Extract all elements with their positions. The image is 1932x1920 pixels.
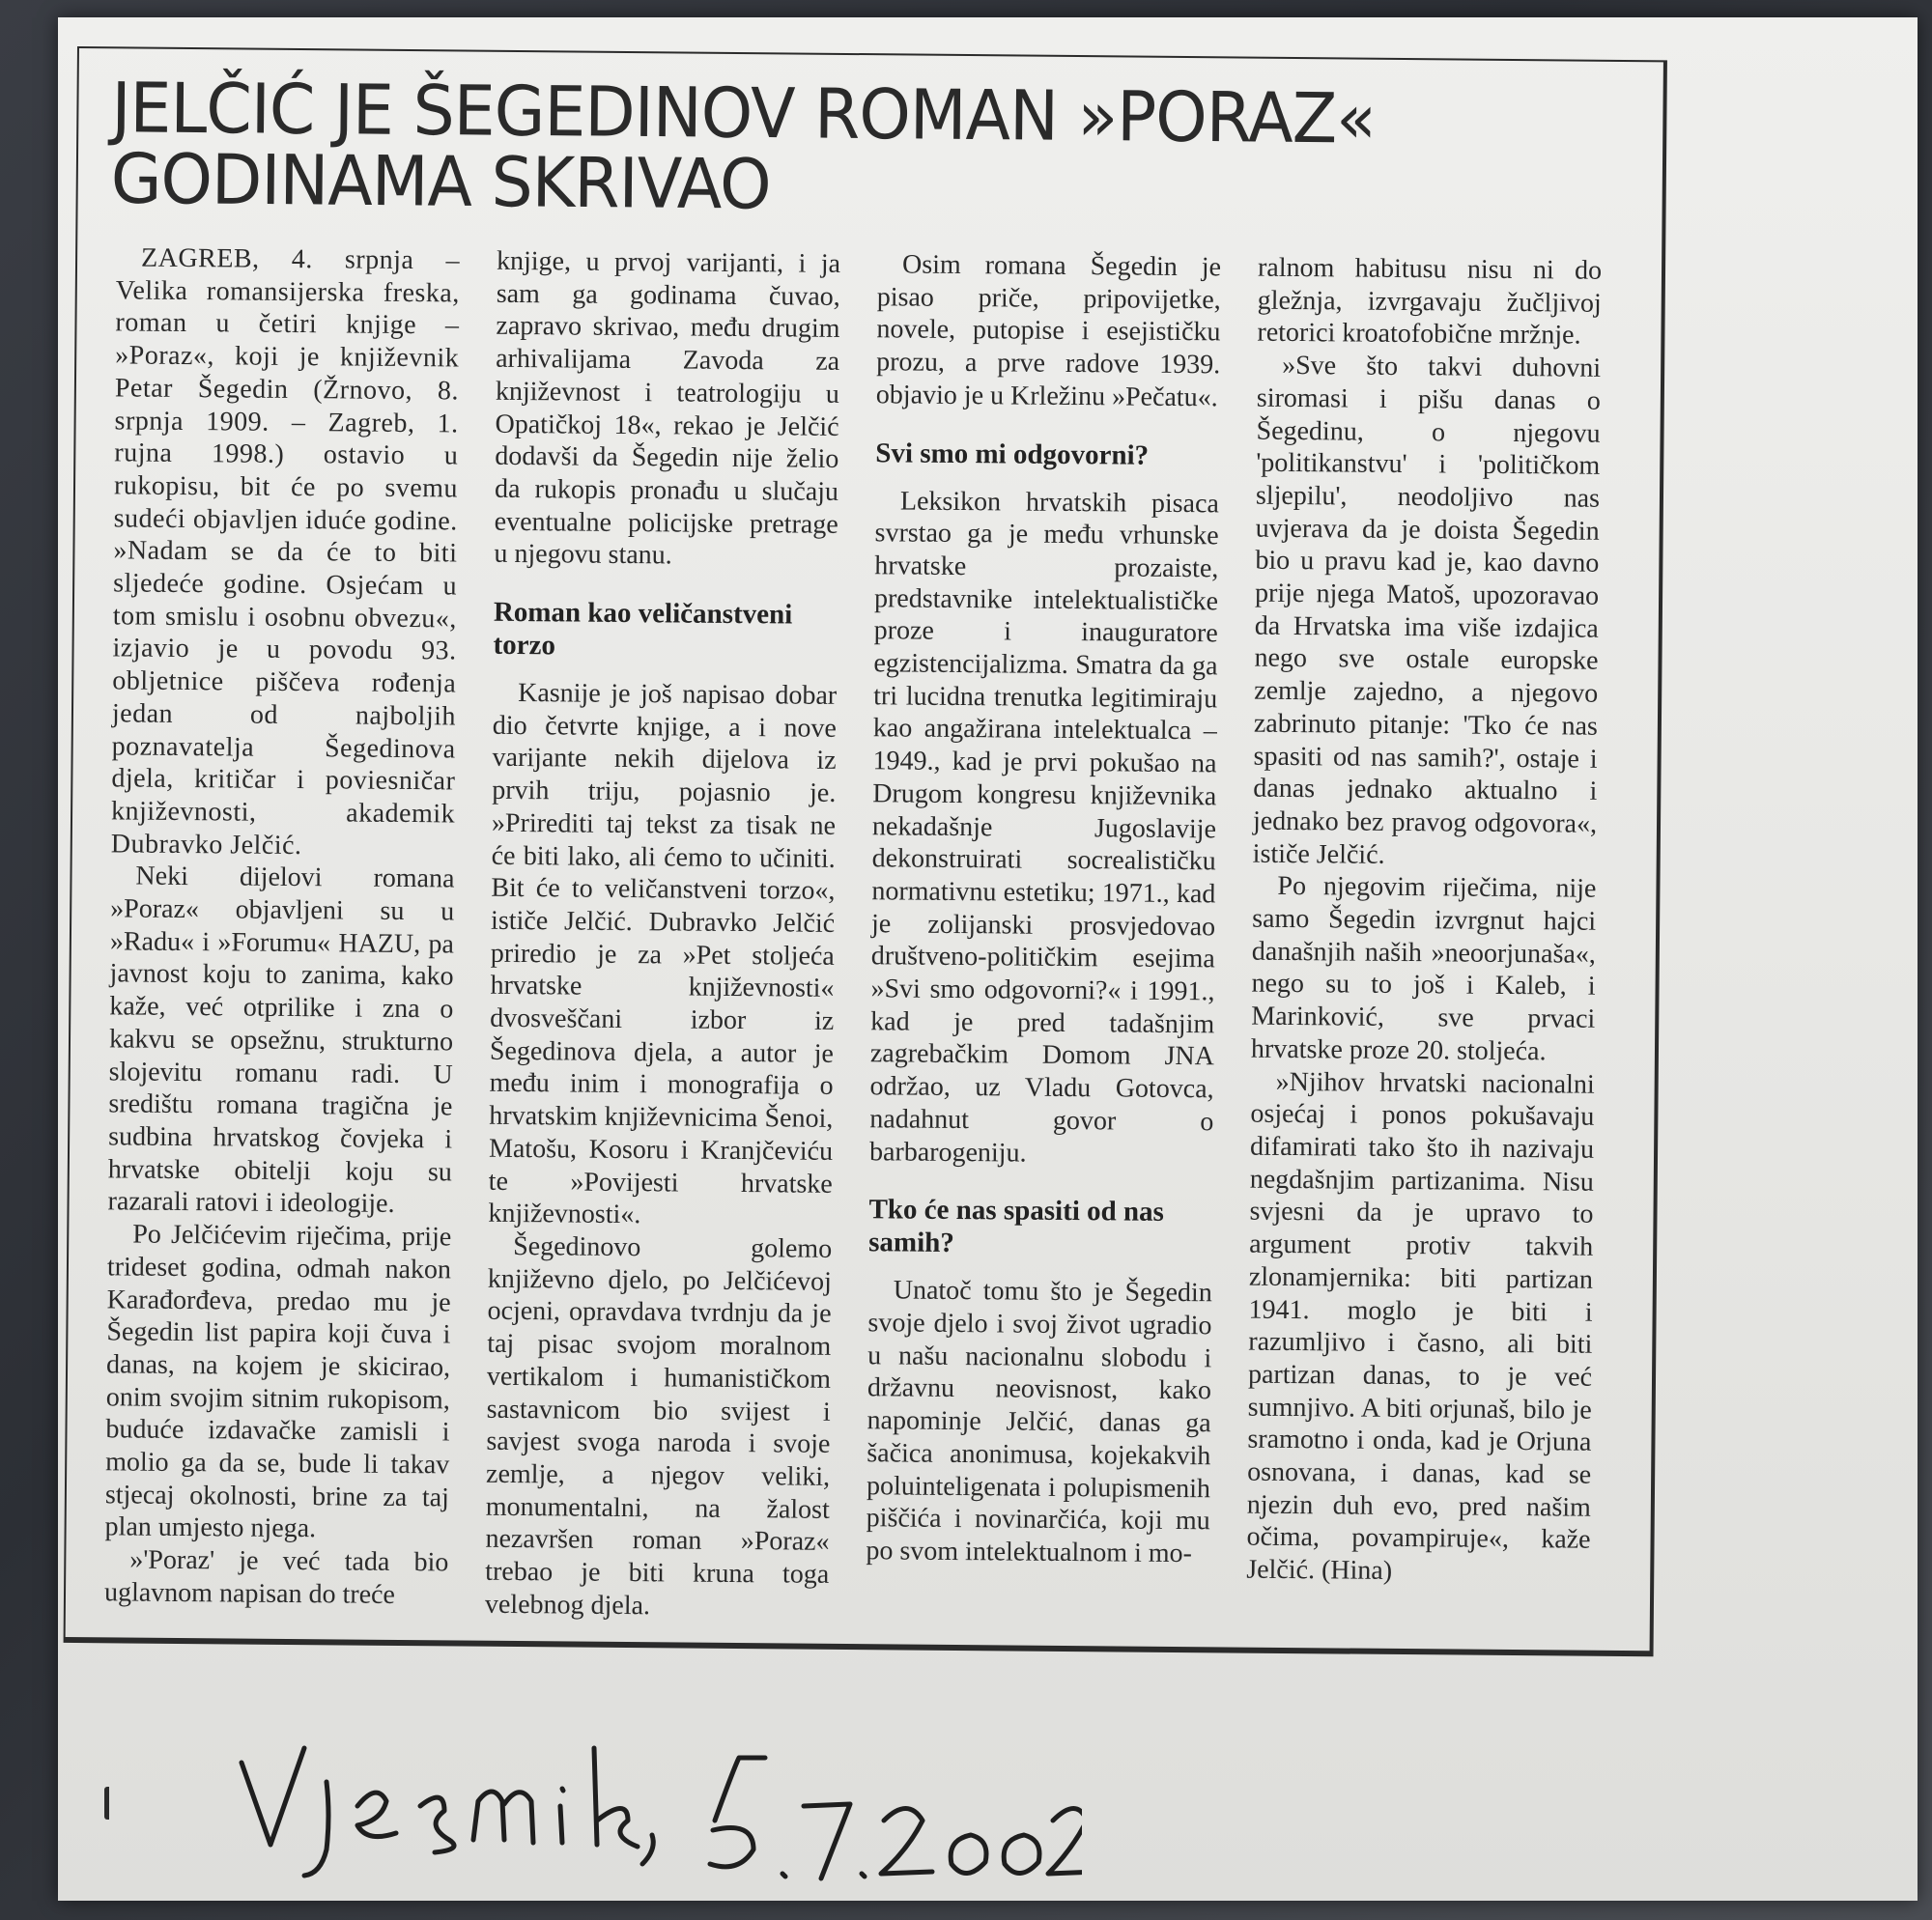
subheading: Svi smo mi odgovorni? [875,437,1150,471]
column-2 [485,245,840,1624]
handwritten-source-note [213,1729,1082,1893]
subheading: Tko će nas spasiti od nas samih? [868,1194,1165,1259]
paragraph: Unatoč tomu što je Šegedin svoje djelo i svoj život ugradio u našu nacionalnu slobodu i državnu neovisnost, kako napominje Jelčić, danas ga šačica anonimusa, kojekakvih poluinteligenata i polupismenih piščića i novinarčića, koji mu po svom intelektualnom i mo- [866,1275,1212,1569]
paragraph: Po Jelčićevim riječima, prije trideset godina, odmah nakon Karađorđeva, predao mu je Šegedin list papira koji čuva i danas, na kojem je skicirao, onim svojim sitnim rukopisom, buduće izdavačke zamisli i molio ga da se, bude li takav stjecaj okolnosti, brine za taj plan umjesto njega. [104,1219,452,1544]
column-4 [1246,252,1602,1630]
subheading: Roman kao veličanstveni torzo [493,596,793,662]
paragraph: Kasnije je još napisao dobar dio četvrte knjige, a i nove varijante nekih dijelova iz prvih triju, pojasnio je. »Prirediti taj tekst za tisak ne će biti lako, ali ćemo to učiniti. Bit će to veličanstveni torzo«, ističe Jelčić. Dubravko Jelčić priredio je za »Pet stoljeća hrvatske književnosti« dvosveščani izbor iz Šegedinova djela, a autor je među inim i monografija o hrvatskim književnicima Šenoi, Matošu, Kosoru i Kranjčeviću te »Povijesti hrvatske književnosti«. [488,678,838,1230]
paragraph: Osim romana Šegedin je pisao priče, pripovijetke, novele, putopise i esejističku prozu, a prve radove 1939. objavio je u Krležinu »Pečatu«. [875,249,1222,413]
paragraph: »Njihov hrvatski nacionalni osjećaj i ponos pokušavaju difamirati tako što ih nazivaju negdašnjim partizanima. Nisu svjesni da je upravo to argument protiv takvih zlonamjernika: biti partizan 1941. moglo je biti i razumljivo i časno, ali biti partizan danas, to je već sumnjivo. A biti orjunaš, bilo je sramotno i onda, kad je Orjuna osnovana, i danas, kad se njezin duh evo, pred našim očima, povampiruje«, kaže Jelčić. (Hina) [1246,1066,1595,1587]
handwriting-drawing [213,1729,1082,1893]
article-headline: JELČIĆ JE ŠEGEDINOV ROMAN »PORAZ« GODINAMA SKRIVAO [110,69,1377,226]
column-3 [866,248,1221,1626]
article-body [104,241,1608,1630]
paragraph: ralnom habitusu nisu ni do gležnja, izvrgavaju žučljivoj retorici kroatofobične mržnje. [1257,252,1603,352]
paragraph: Po njegovim riječima, nije samo Šegedin izvrgnut hajci današnjih naših »neoorjunaša«, nego su to još i Kaleb, i Marinković, sve prvaci hrvatske proze 20. stoljeća. [1250,871,1597,1067]
article-frame [64,46,1667,1656]
paragraph: Leksikon hrvatskih pisaca svrstao ga je među vrhunske hrvatske prozaiste, predstavnike intelektualističke proze i inauguratore egzistencijalizma. Smatra da ga tri lucidna trenutka legitimiraju kao angažirana intelektualca – 1949., kad je prvi pokušao na Drugom kongresu književnika nekadašnje Jugoslavije dekonstruirati socrealističku normativnu estetiku; 1971., kad je zolijanski prosvjedovao društveno-političkim esejima »Svi smo odgovorni?« i 1991., kad je pred tadašnjim zagrebačkim Domom JNA održao, uz Vladu Gotovca, nadahnut govor o barbarogeniju. [868,485,1220,1169]
pen-mark [104,1787,123,1820]
column-1 [104,241,460,1620]
paragraph: Šegedinovo golemo književno djelo, po Jelčićevoj ocjeni, opravdava tvrdnju da je taj pisac svojom moralnom vertikalom i humanističkom sastavnicom bio svijest i savjest svoga naroda i svoje zemlje, a njegov veliki, monumentalni, na žalost nezavršen roman »Poraz« trebao je biti kruna toga velebnog djela. [484,1230,833,1621]
paragraph: Neki dijelovi romana »Poraz« objavljeni su u »Radu« i »Forumu« HAZU, pa javnost koju to zanima, kako kaže, već otprilike i zna o kakvu se opsežnu, strukturno slojevitu romanu radi. U središtu romana tragična je sudbina hrvatskog čovjeka i hrvatske obitelji koju su razarali ratovi i ideologije. [107,861,455,1220]
paragraph: knjige, u prvoj varijanti, i ja sam ga godinama čuvao, zapravo skrivao, među drugim arhivalijama Zavoda za književnost i teatrologiju u Opatičkoj 18«, rekao je Jelčić dodavši da Šegedin nije želio da rukopis pronađu u slučaju eventualne policijske pretrage u njegovu stanu. [494,245,841,571]
paragraph: »Sve što takvi duhovni siromasi i pišu danas o Šegedinu, o njegovu 'politikanstvu' i 'političkom sljepilu', neodoljivo nas uvjerava da je doista Šegedin bio u pravu kad je, kao davno prije njega Matoš, upozoravao da Hrvatska ima više izdajica nego sve ostale europske zemlje zajedno, a njegovo zabrinuto pitanje: 'Tko će nas spasiti od nas samih?', ostaje i danas jednako aktualno i jednako bez pravog odgovora«, ističe Jelčić. [1252,351,1602,870]
paragraph: ZAGREB, 4. srpnja – Velika romansijerska freska, roman u četiri knjige – »Poraz«, koji je književnik Petar Šegedin (Žrnovo, 8. srpnja 1909. – Zagreb, 1. rujna 1998.) ostavio u rukopisu, bit će po svemu sudeći objavljen iduće godine. »Nadam se da će to biti sljedeće godine. Osjećam u tom smislu i osobnu obvezu«, izjavio je u povodu 93. obljetnice piščeva rođenja jedan od najboljih poznavatelja Šegedinova djela, kritičar i poviesničar književnosti, akademik Dubravko Jelčić. [110,242,461,861]
paragraph: »'Poraz' je već tada bio uglavnom napisan do treće [103,1544,449,1610]
